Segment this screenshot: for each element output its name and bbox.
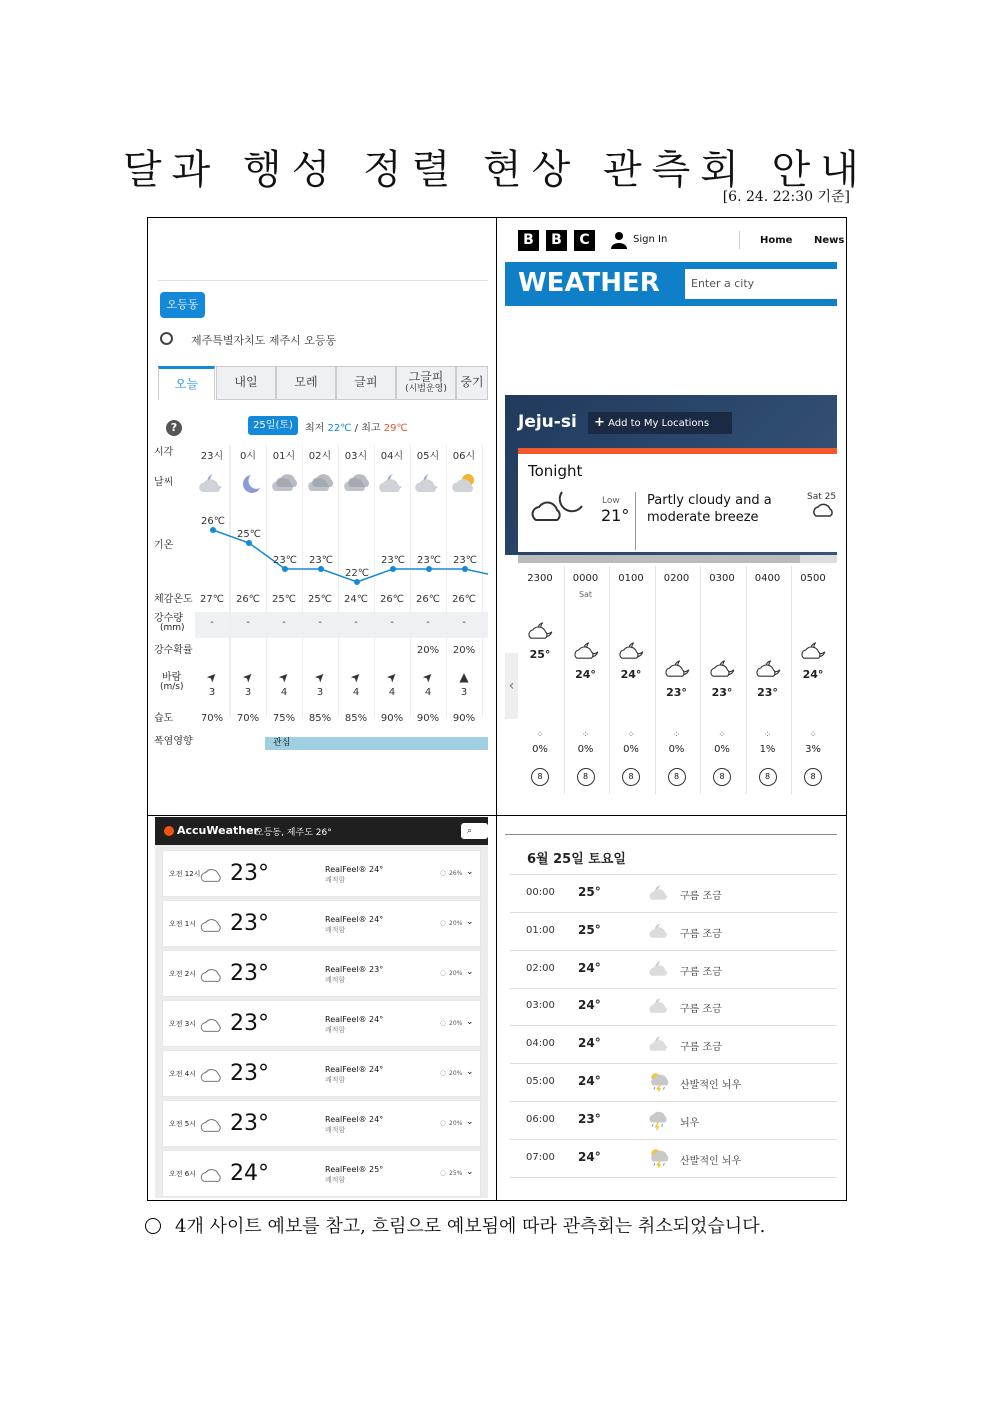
accu-comfort: 쾌적함: [325, 1076, 346, 1084]
kr-description: 산발적인 뇌우: [680, 1080, 742, 1091]
moon-cloud-icon: [708, 658, 736, 678]
drop-icon: ◌: [440, 919, 447, 927]
accu-time: 오전 6시: [169, 1170, 196, 1178]
tonight-description: Partly cloudy and a moderate breeze: [647, 493, 772, 525]
partly-cloudy-icon: [647, 957, 673, 979]
kr-time: 01:00: [526, 924, 555, 936]
humidity-value: 85%: [308, 713, 332, 724]
kr-description: 구름 조금: [680, 928, 722, 940]
tab-day-4[interactable]: 그글피 (시범운영): [396, 366, 456, 400]
wind-speed: 4: [424, 687, 432, 698]
kr-temp: 25°: [578, 922, 601, 937]
temp-point: [246, 540, 252, 546]
kr-description: 산발적인 뇌우: [680, 1155, 742, 1167]
bbc-city: Jeju-si: [518, 412, 577, 432]
wind-arrow-icon: ➤: [419, 668, 437, 686]
wind-arrow-icon: ➤: [311, 668, 329, 686]
wind-direction-icon: 8: [577, 768, 595, 786]
bbc-hour: 0300: [709, 573, 735, 584]
accu-realfeel: RealFeel® 24°: [325, 915, 384, 924]
accu-hour-row[interactable]: [163, 1101, 480, 1146]
moon-cloud-icon: [617, 640, 645, 660]
kr-time: 07:00: [526, 1151, 555, 1163]
accu-realfeel: RealFeel® 24°: [325, 1065, 384, 1074]
wind-speed: 3: [208, 687, 216, 698]
humidity-value: 70%: [200, 713, 224, 724]
chevron-down-icon[interactable]: ⌄: [466, 1017, 474, 1027]
chevron-down-icon[interactable]: ⌄: [466, 867, 474, 877]
temp-label: 23℃: [417, 555, 441, 566]
temp-label: 23℃: [453, 555, 477, 566]
moon-icon: [233, 471, 263, 495]
precip-value: -: [210, 617, 214, 628]
feels-value: 26℃: [236, 594, 260, 605]
rain-drops-icon: ⁘: [627, 730, 635, 740]
accu-temp: 24°: [230, 1161, 269, 1186]
cloud-icon: [269, 471, 299, 495]
kr-hour-row[interactable]: [510, 1140, 837, 1178]
accu-time: 오전 3시: [169, 1020, 196, 1028]
kr-hour-row[interactable]: [510, 913, 837, 951]
precip-value: -: [354, 617, 358, 628]
grid-divider-horizontal: [147, 815, 847, 816]
accu-hour-row[interactable]: [163, 951, 480, 996]
thunderstorm-icon: [647, 1108, 673, 1130]
humidity-value: 85%: [344, 713, 368, 724]
bbc-rain-chance: 1%: [759, 744, 776, 755]
tab-day-1[interactable]: 내일: [216, 366, 276, 400]
kr-temp: 24°: [578, 960, 601, 975]
kr-description: 구름 조금: [680, 966, 722, 978]
footnote-text: 4개 사이트 예보를 참고, 흐림으로 예보됨에 따라 관측회는 취소되었습니다.: [175, 1216, 766, 1237]
temp-point: [354, 579, 360, 585]
cloud-icon: [197, 864, 227, 884]
user-icon[interactable]: [611, 231, 627, 253]
accu-precip: 20%: [449, 970, 463, 977]
accu-hour-row[interactable]: [163, 1001, 480, 1046]
row-label-time: 시각: [154, 447, 174, 458]
row-label-heat: 폭염영향: [154, 736, 193, 747]
accu-hour-row[interactable]: [163, 851, 480, 896]
kma-location-chip[interactable]: 오등동: [160, 292, 205, 318]
kma-location-text: 제주특별자치도 제주시 오등동: [191, 334, 337, 347]
accu-realfeel: RealFeel® 24°: [325, 865, 384, 874]
bbc-next-day-card[interactable]: Sat 25: [801, 448, 837, 552]
cloud-icon: [811, 502, 835, 518]
row-label-temp: 기온: [154, 540, 174, 551]
search-icon[interactable]: ⌕: [461, 823, 488, 839]
bbc-logo-c[interactable]: C: [574, 230, 595, 251]
cloud-icon: [197, 1114, 227, 1134]
wind-arrow-icon: ➤: [383, 668, 401, 686]
temp-label: 23℃: [381, 555, 405, 566]
rain-drops-icon: ⁘: [809, 730, 817, 740]
bbc-hour: 0200: [663, 573, 690, 584]
precip-value: -: [462, 617, 466, 628]
cloud-icon: [305, 471, 335, 495]
low-value: 21°: [601, 506, 630, 525]
wind-arrow-icon: ➤: [203, 668, 221, 686]
accu-temp: 23°: [230, 1011, 269, 1036]
rain-drops-icon: ⁘: [672, 730, 681, 740]
wind-speed: 4: [280, 687, 288, 698]
wind-direction-icon: 8: [759, 768, 777, 786]
temp-label: 25℃: [237, 529, 261, 540]
accu-temp: 23°: [230, 1061, 269, 1086]
kr-temp: 23°: [578, 1111, 601, 1126]
temp-point: [390, 566, 396, 572]
moon-cloud-icon: [528, 488, 586, 524]
accu-comfort: 쾌적함: [325, 976, 346, 984]
accu-hour-row[interactable]: [163, 1151, 480, 1196]
accu-header: [155, 817, 488, 845]
as-of-note: [6. 24. 22:30 기준]: [722, 189, 850, 205]
wind-speed: 4: [388, 687, 396, 698]
accu-comfort: 쾌적함: [325, 1126, 346, 1134]
bbc-temp: 24°: [620, 668, 642, 681]
partly-cloudy-icon: [647, 919, 673, 941]
precip-unit: (mm): [160, 623, 185, 633]
bbc-temp: 24°: [575, 668, 596, 681]
precip-value: -: [318, 617, 322, 628]
accu-temp: 23°: [230, 961, 269, 986]
hour-label: 05시: [416, 451, 440, 462]
precip-value: -: [246, 617, 250, 628]
row-label-weather: 날씨: [154, 477, 174, 488]
feels-value: 26℃: [416, 594, 440, 605]
kr-hour-row[interactable]: [510, 1064, 837, 1102]
city-search-input[interactable]: Enter a city: [685, 269, 837, 299]
accu-temp: 23°: [230, 911, 269, 936]
bbc-hour-scrollbar[interactable]: [518, 555, 837, 563]
wind-arrow-icon: ➤: [239, 668, 257, 686]
moon-cloud-icon: [197, 471, 227, 495]
drop-icon: ◌: [440, 1169, 447, 1177]
bbc-hour: 0100: [618, 573, 644, 584]
scroll-left-arrow[interactable]: ‹: [505, 653, 518, 719]
feels-value: 25℃: [308, 594, 332, 605]
low-label: Low: [602, 496, 620, 506]
hour-label: 01시: [272, 451, 296, 462]
sun-cloud-icon: [449, 471, 479, 495]
accu-realfeel: RealFeel® 24°: [325, 1115, 384, 1124]
max-label: 최고: [361, 423, 381, 434]
kr-temp: 25°: [578, 885, 601, 899]
rain-drops-icon: ⁘: [718, 730, 726, 740]
cloud-icon: [197, 1164, 227, 1184]
wind-direction-icon: 8: [713, 768, 731, 786]
kr-hour-row[interactable]: [510, 988, 837, 1026]
kr-description: 구름 조금: [680, 1042, 722, 1054]
feels-value: 27℃: [200, 594, 224, 605]
hour-label: 03시: [344, 451, 368, 462]
row-label-precip: [154, 613, 185, 634]
bbc-rain-chance: 0%: [714, 744, 730, 755]
heat-impact-bar: 관심: [265, 737, 488, 750]
humidity-value: 90%: [380, 713, 404, 724]
drop-icon: ◌: [440, 969, 447, 977]
accu-realfeel: RealFeel® 25°: [325, 1165, 384, 1174]
min-label: 최저: [305, 423, 325, 434]
footnote: [145, 1212, 765, 1238]
prob-value: 20%: [416, 645, 440, 656]
sign-in-link[interactable]: Sign In: [633, 234, 668, 245]
kr-temp: 24°: [578, 998, 601, 1013]
kr-description: 구름 조금: [680, 1004, 722, 1016]
wind-arrow-icon: ➤: [347, 668, 365, 686]
kma-date-chip: 25일(토): [248, 416, 298, 435]
grid-divider-vertical: [496, 217, 497, 1201]
wind-speed: 4: [352, 687, 360, 698]
accu-hour-row[interactable]: [163, 1051, 480, 1096]
accu-comfort: 쾌적함: [325, 1176, 346, 1184]
drop-icon: ◌: [440, 1119, 447, 1127]
scattered-thunderstorm-icon: [647, 1146, 673, 1168]
kr-temp: 24°: [578, 1036, 601, 1051]
scattered-thunderstorm-icon: [647, 1070, 673, 1092]
nav-news[interactable]: News: [814, 235, 845, 246]
tab-day-2[interactable]: 모레: [276, 366, 336, 400]
moon-cloud-icon: [572, 640, 600, 660]
cloud-icon: [197, 914, 227, 934]
moon-cloud-icon: [413, 471, 443, 495]
accu-header-location[interactable]: 오등동, 제주도 26°: [255, 828, 332, 838]
hour-label: 02시: [308, 451, 332, 462]
tab-day-5[interactable]: 중기: [456, 366, 488, 400]
temp-label: 23℃: [273, 555, 297, 566]
hour-label: 23시: [200, 451, 224, 462]
humidity-value: 90%: [452, 713, 476, 724]
drop-icon: ◌: [440, 1069, 447, 1077]
humidity-value: 90%: [416, 713, 440, 724]
bbc-rain-chance: 3%: [805, 744, 821, 755]
bbc-temp: 25°: [529, 648, 551, 661]
bbc-rain-chance: 0%: [623, 744, 639, 755]
nav-divider: [739, 231, 740, 249]
kr-time: 04:00: [526, 1038, 555, 1050]
kr-time: 06:00: [526, 1113, 555, 1125]
tab-day-0[interactable]: 오늘: [158, 366, 215, 400]
feels-value: 26℃: [452, 594, 476, 605]
temp-label: 23℃: [309, 555, 333, 566]
wind-direction-icon: 8: [668, 768, 686, 786]
accu-time: 오전 12시: [169, 870, 201, 878]
accu-time: 오전 1시: [169, 920, 196, 928]
feels-value: 24℃: [344, 594, 368, 605]
wind-speed: 3: [316, 687, 324, 698]
moon-cloud-icon: [377, 471, 407, 495]
bbc-temp: 23°: [711, 686, 733, 699]
precip-label: 강수량: [154, 613, 183, 624]
rain-drops-icon: ⁘: [581, 730, 590, 740]
precip-value: -: [390, 617, 394, 628]
plus-icon: +: [594, 415, 605, 430]
accu-time: 오전 4시: [169, 1070, 196, 1078]
wind-unit: (m/s): [160, 682, 184, 692]
bbc-logo-b2[interactable]: B: [546, 230, 567, 251]
crosshair-icon[interactable]: [160, 332, 173, 345]
chevron-down-icon[interactable]: ⌄: [466, 1117, 474, 1127]
partly-cloudy-icon: [647, 881, 673, 903]
humidity-value: 70%: [236, 713, 260, 724]
kr-hour-row[interactable]: [510, 1102, 837, 1140]
bbc-rain-chance: 0%: [532, 744, 548, 755]
temp-point: [210, 527, 216, 533]
accu-precip: 20%: [449, 920, 463, 927]
kma-temperature-line: [195, 505, 488, 585]
page-title: 달과 행성 정렬 현상 관측회 안내: [123, 147, 869, 193]
precip-value: -: [426, 617, 430, 628]
wind-speed: 3: [244, 687, 252, 698]
bbc-day-sub: Sat: [578, 590, 593, 599]
bbc-logo-b1[interactable]: B: [518, 230, 539, 251]
accu-temp: 23°: [230, 1111, 269, 1136]
help-icon[interactable]: ?: [166, 420, 182, 436]
circle-bullet-icon: [145, 1218, 161, 1234]
cloud-icon: [197, 1014, 227, 1034]
row-label-humidity: 습도: [154, 713, 174, 724]
tonight-label: Tonight: [528, 462, 583, 480]
accu-realfeel: RealFeel® 24°: [325, 1015, 384, 1024]
add-location-button[interactable]: + Add to My Locations: [588, 412, 732, 434]
cloud-icon: [341, 471, 371, 495]
precip-value: -: [282, 617, 286, 628]
bbc-hour: 0500: [800, 573, 826, 584]
bbc-hour: 0400: [754, 573, 781, 584]
kr-description: 뇌우: [680, 1117, 700, 1129]
accu-realfeel: RealFeel® 23°: [325, 965, 384, 974]
accu-comfort: 쾌적함: [325, 876, 346, 884]
temp-point: [318, 566, 324, 572]
accu-precip: 20%: [449, 1020, 463, 1027]
kr-time: 05:00: [526, 1076, 555, 1087]
moon-cloud-icon: [526, 620, 554, 640]
drop-icon: ◌: [440, 869, 447, 877]
bbc-hour: 2300: [527, 573, 553, 584]
hour-label: 06시: [452, 451, 476, 462]
accu-time: 오전 5시: [169, 1120, 196, 1128]
kr-time: 02:00: [526, 962, 555, 974]
humidity-value: 75%: [272, 713, 296, 724]
rain-drops-icon: ⁘: [763, 730, 772, 740]
wind-direction-icon: 8: [622, 768, 640, 786]
accu-sun-icon: [164, 826, 174, 836]
bbc-weather-brand[interactable]: WEATHER: [518, 268, 660, 298]
chevron-down-icon[interactable]: ⌄: [466, 917, 474, 927]
temp-label: 26℃: [201, 516, 225, 527]
feels-value: 26℃: [380, 594, 404, 605]
row-label-feels: 체감온도: [154, 594, 193, 605]
moon-cloud-icon: [663, 658, 691, 678]
accu-comfort: 쾌적함: [325, 926, 346, 934]
partly-cloudy-icon: [647, 994, 673, 1016]
kr-description: 구름 조금: [680, 891, 722, 902]
wind-direction-icon: 8: [804, 768, 822, 786]
prob-value: 20%: [452, 645, 476, 656]
kr-hour-row[interactable]: [510, 1026, 837, 1064]
partly-cloudy-icon: [647, 1032, 673, 1054]
bbc-temp: 23°: [757, 686, 778, 699]
moon-cloud-icon: [799, 640, 827, 660]
kr-time: 00:00: [526, 887, 555, 898]
max-value: 29℃: [383, 423, 408, 434]
tab-day-3[interactable]: 글피: [336, 366, 396, 400]
temp-label: 22℃: [345, 568, 369, 579]
kr-hour-row[interactable]: [510, 875, 837, 913]
wind-arrow-icon: ▲: [459, 670, 469, 684]
accu-temp: 23°: [230, 861, 269, 886]
accu-precip: 20%: [449, 1120, 463, 1127]
accu-hour-row[interactable]: [163, 901, 480, 946]
hour-label: 04시: [380, 451, 404, 462]
cloud-icon: [197, 964, 227, 984]
temp-point: [462, 566, 468, 572]
accu-comfort: 쾌적함: [325, 1026, 346, 1034]
kr-temp: 24°: [578, 1074, 601, 1088]
accu-precip: 26%: [449, 870, 463, 877]
moon-cloud-icon: [754, 658, 782, 678]
accu-time: 오전 2시: [169, 970, 196, 978]
nav-home[interactable]: Home: [760, 235, 793, 246]
drop-icon: ◌: [440, 1019, 447, 1027]
temp-point: [426, 566, 432, 572]
accu-precip: 25%: [449, 1170, 463, 1177]
accu-brand[interactable]: AccuWeather: [177, 824, 259, 837]
cloud-icon: [197, 1064, 227, 1084]
kma-min-max: 최저 22℃ / 최고 29℃: [305, 423, 408, 434]
bbc-rain-chance: 0%: [668, 744, 685, 755]
kr-time: 03:00: [526, 1000, 555, 1012]
wind-arrow-icon: ➤: [275, 668, 293, 686]
bbc-hour: 0000: [572, 573, 599, 584]
row-label-prob: 강수확률: [154, 645, 193, 656]
bbc-temp: 23°: [666, 686, 687, 699]
accu-precip: 20%: [449, 1070, 463, 1077]
rain-drops-icon: ⁘: [536, 730, 544, 740]
min-value: 22℃: [327, 423, 352, 434]
bbc-rain-chance: 0%: [577, 744, 594, 755]
temp-point: [282, 566, 288, 572]
feels-value: 25℃: [272, 594, 296, 605]
chevron-down-icon[interactable]: ⌄: [466, 967, 474, 977]
wind-label: 바람: [162, 672, 182, 683]
hour-label: 0시: [239, 451, 257, 462]
kr-hour-row[interactable]: [510, 951, 837, 989]
wind-speed: 3: [460, 687, 468, 698]
chevron-down-icon[interactable]: ⌄: [466, 1067, 474, 1077]
row-label-wind: [154, 672, 184, 693]
kr-date-heading: 6월 25일 토요일: [527, 852, 626, 867]
bbc-tonight-card[interactable]: [518, 448, 801, 552]
bbc-temp: 24°: [802, 668, 824, 681]
kr-temp: 24°: [578, 1149, 601, 1164]
chevron-down-icon[interactable]: ⌄: [466, 1167, 474, 1177]
wind-direction-icon: 8: [531, 768, 549, 786]
